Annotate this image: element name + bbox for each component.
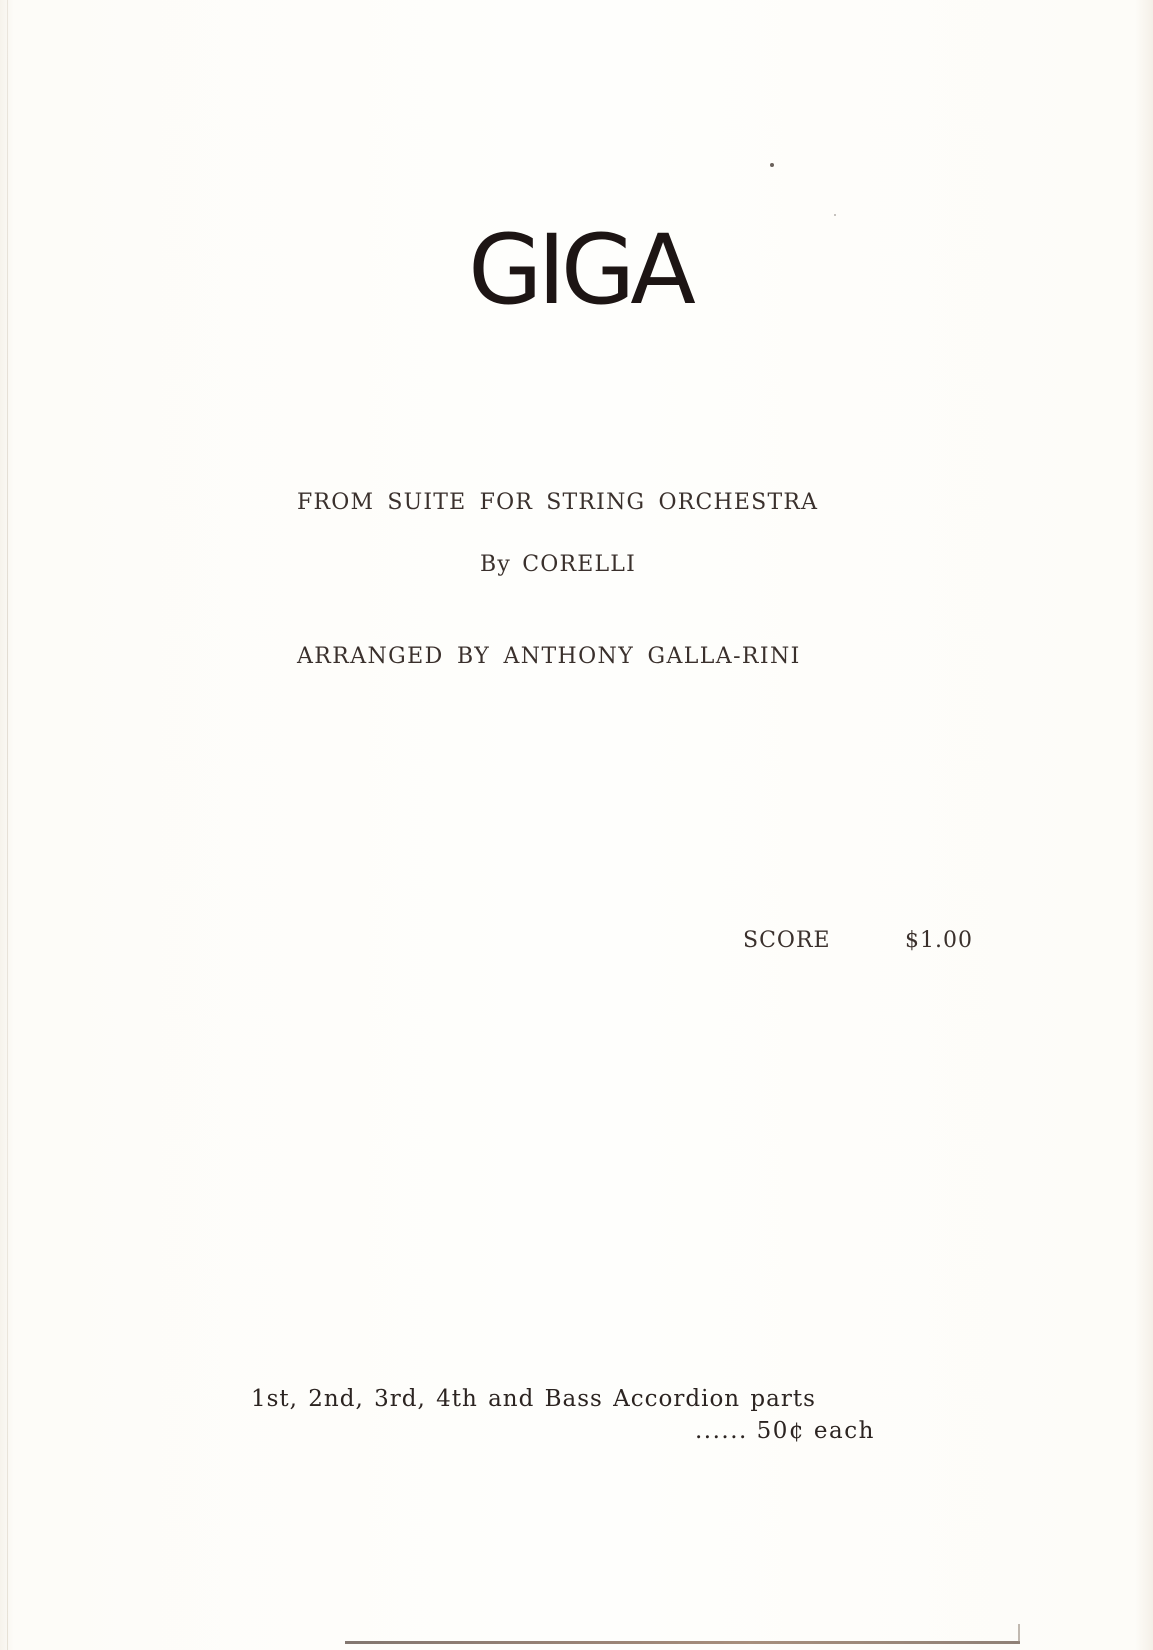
parts-description: 1st, 2nd, 3rd, 4th and Bass Accordion parts	[251, 1386, 816, 1412]
composer-credit: By CORELLI	[480, 552, 636, 577]
page-title: GIGA	[468, 214, 691, 326]
bottom-rule-end-mark	[1018, 1624, 1020, 1642]
score-price: $1.00	[905, 928, 973, 953]
arranger-credit: ARRANGED BY ANTHONY GALLA-RINI	[297, 644, 801, 669]
score-label: SCORE	[743, 928, 831, 953]
work-subtitle: FROM SUITE FOR STRING ORCHESTRA	[297, 490, 819, 515]
print-speck	[770, 163, 774, 167]
bottom-rule	[345, 1641, 1020, 1644]
print-speck	[834, 214, 836, 216]
parts-price: ...... 50¢ each	[695, 1418, 875, 1444]
